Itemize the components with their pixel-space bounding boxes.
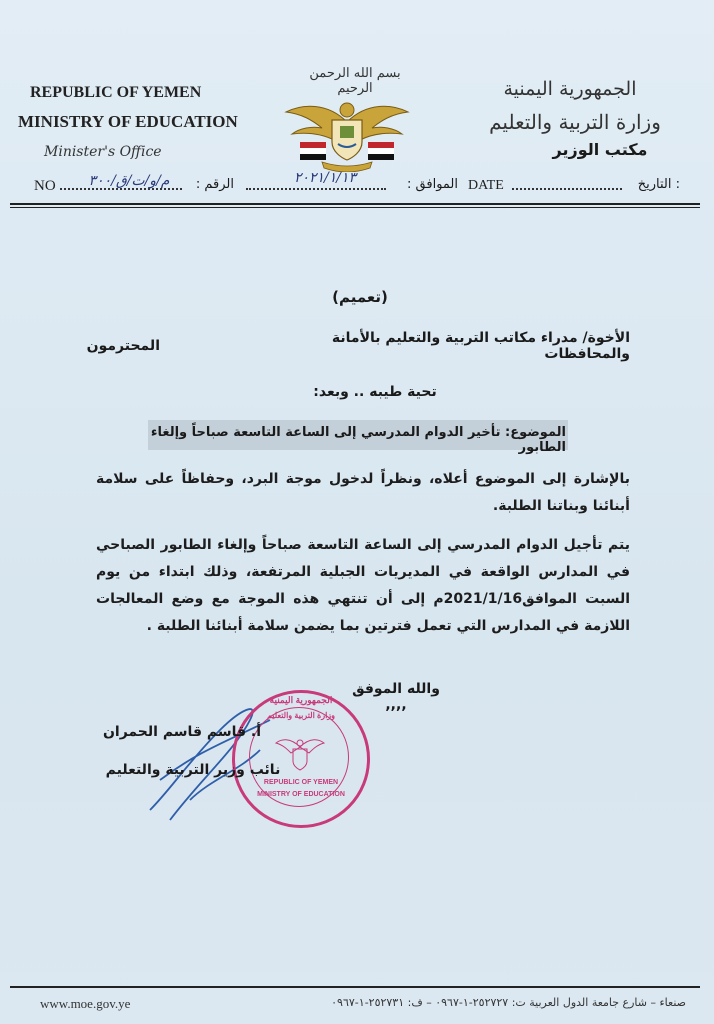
footer-website: www.moe.gov.ye (40, 996, 131, 1011)
footer-rule (10, 986, 700, 988)
header-ar-line1: الجمهورية اليمنية (503, 78, 637, 100)
header-en-line1: REPUBLIC OF YEMEN (30, 84, 202, 101)
stamp-top-ar: الجمهورية اليمنية (269, 695, 333, 705)
greeting: تحية طيبه .. وبعد: (313, 384, 437, 400)
paragraph-1: بالإشارة إلى الموضوع أعلاه، ونظراً لدخول موجة البرد، وحفاظاً على سلامة أبنائنا وبناتنا الطلبة. (96, 471, 630, 514)
subject-line: الموضوع: تأخير الدوام المدرسي إلى الساعة التاسعة صباحاً وإلغاء الطابور (150, 425, 566, 455)
stamp-sub-ar: وزارة التربية والتعليم (266, 711, 336, 720)
closing: والله الموفق ,,,, (352, 681, 440, 713)
ref-no-value: م/و/ت/ق/٣٠٠ (88, 173, 170, 189)
ref-date-value: ٢٠٢١/١/١٣ (293, 170, 357, 186)
header-en-line3: Minister's Office (44, 144, 162, 160)
header-ar-line2: وزارة التربية والتعليم (489, 110, 661, 134)
ref-date-label-dots (512, 188, 622, 190)
header-rule-thick (10, 203, 700, 205)
honorific: المحترمون (86, 338, 160, 354)
circular-title: (تعميم) (332, 288, 388, 306)
ref-date-label: DATE (468, 178, 504, 193)
signatory-name: أ. قاسم قاسم الحمران (102, 724, 262, 740)
header-en-line2: MINISTRY OF EDUCATION (18, 112, 238, 131)
ref-date-label-ar: : التاريخ (637, 177, 680, 192)
ref-corresponding-label: الموافق : (407, 177, 458, 192)
stamp-bottom-en2: MINISTRY OF EDUCATION (257, 791, 345, 798)
paragraph-2: يتم تأجيل الدوام المدرسي إلى الساعة التاسعة صباحاً وإلغاء الطابور الصباحي في المدارس الواقعة في المديريات الجبلية المرتفعة، وذلك ابتداء من يوم السبت الموافق2021/1/16م إلى أن تنتهي هذه الموجة مع وضع المعالجات اللازمة في المدارس التي تعمل فترتين بما يضمن سلامة أبنائنا الطلبة . (96, 537, 631, 634)
official-stamp (232, 690, 370, 828)
stamp-bottom-en1: REPUBLIC OF YEMEN (263, 779, 339, 786)
header-ar-line3: مكتب الوزير (552, 140, 648, 159)
basmala: بسم الله الرحمن الرحيم (309, 66, 401, 96)
header-rule-thin (10, 207, 700, 208)
yemen-emblem-icon (282, 92, 412, 172)
ref-number-label: الرقم : (195, 177, 234, 192)
ref-date-dots (246, 188, 386, 190)
footer-address: صنعاء – شارع جامعة الدول العربية ت: ٢٥٢٧٢٧-١-٠٩٦٧ – ف: ٢٥٢٧٣١-١-٠٩٦٧ (331, 996, 686, 1009)
signatory-title: نائب وزير التربية والتعليم (105, 762, 281, 778)
ref-no-label: NO (34, 178, 56, 194)
addressee: الأخوة/ مدراء مكاتب التربية والتعليم بالأمانة والمحافظات (331, 330, 630, 362)
